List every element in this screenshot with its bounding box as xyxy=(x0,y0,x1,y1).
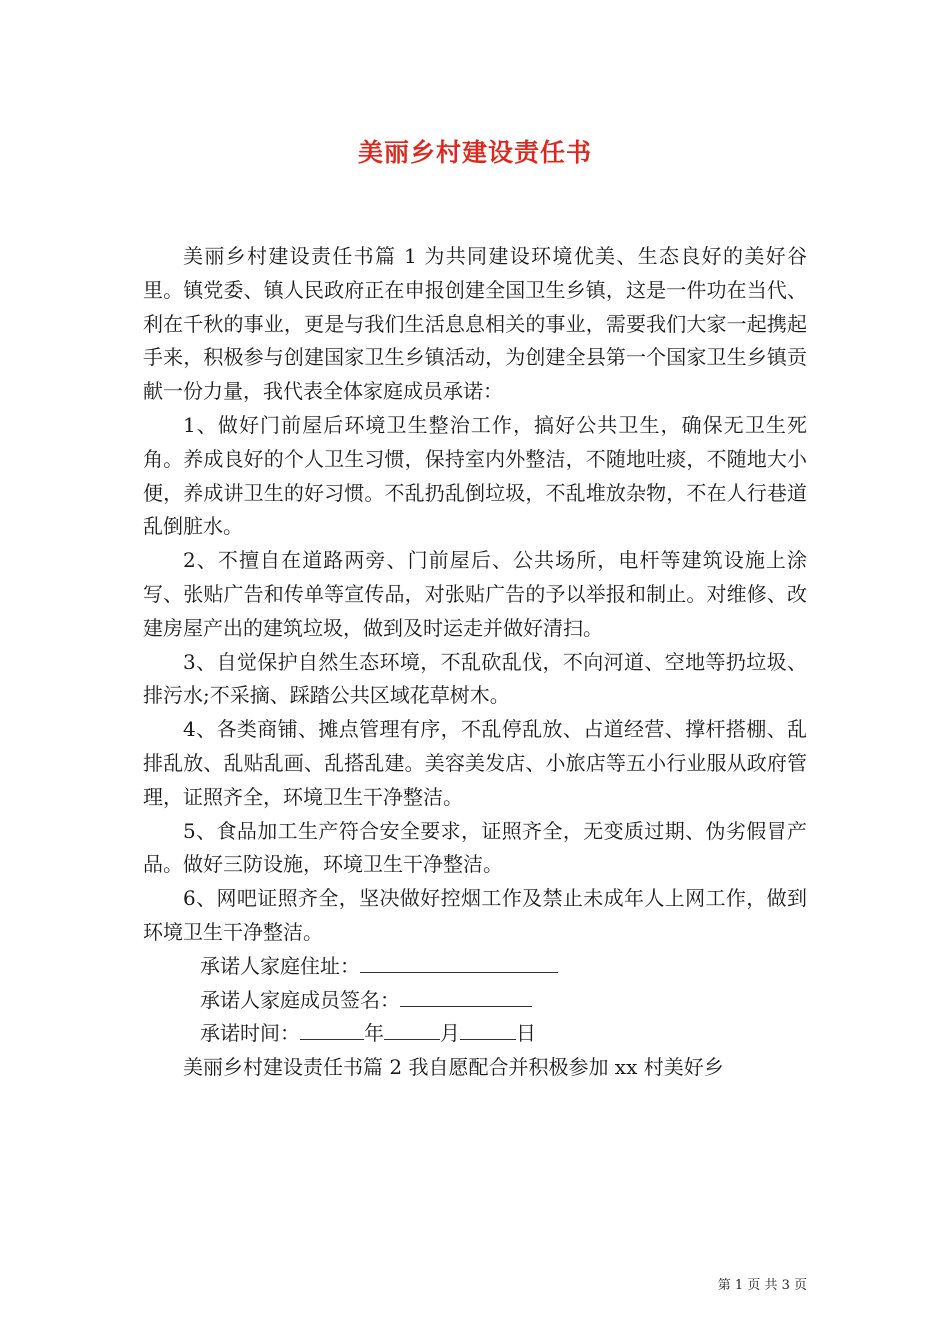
address-label: 承诺人家庭住址： xyxy=(200,953,360,978)
clause-4: 4、各类商铺、摊点管理有序，不乱停乱放、占道经营、撑杆搭棚、乱排乱放、乱贴乱画、乱搭乱建。美容美发店、小旅店等五小行业服从政府管理，证照齐全，环境卫生干净整洁。 xyxy=(143,717,807,809)
day-label: 日 xyxy=(516,1021,536,1046)
time-label: 承诺时间： xyxy=(200,1021,300,1046)
year-label: 年 xyxy=(364,1021,384,1046)
clause-1: 1、做好门前屋后环境卫生整治工作，搞好公共卫生，确保无卫生死角。养成良好的个人卫生习惯，保持室内外整洁，不随地吐痰，不随地大小便，养成讲卫生的好习惯。不乱扔乱倒垃圾，不乱堆放杂物，不在人行巷道乱倒脏水。 xyxy=(143,412,807,539)
page-number: 第 1 页 共 3 页 xyxy=(717,1278,807,1293)
year-blank xyxy=(300,1017,364,1040)
address-line xyxy=(143,950,807,984)
clause-6: 6、网吧证照齐全，坚决做好控烟工作及禁止未成年人上网工作，做到环境卫生干净整洁。 xyxy=(143,886,807,944)
month-label: 月 xyxy=(440,1021,460,1046)
time-line xyxy=(143,1017,807,1051)
second-section-paragraph: 美丽乡村建设责任书篇 2 我自愿配合并积极参加 xx 村美好乡 xyxy=(183,1055,724,1080)
document-title: 美丽乡村建设责任书 xyxy=(357,138,592,167)
day-blank xyxy=(460,1017,516,1040)
address-blank xyxy=(360,950,558,973)
members-label: 承诺人家庭成员签名： xyxy=(200,987,400,1012)
clause-3: 3、自觉保护自然生态环境，不乱砍乱伐，不向河道、空地等扔垃圾、排污水;不采摘、踩踏公共区域花草树木。 xyxy=(143,649,807,708)
clause-2: 2、不擅自在道路两旁、门前屋后、公共场所，电杆等建筑设施上涂写、张贴广告和传单等宣传品，对张贴广告的予以举报和制止。对维修、改建房屋产出的建筑垃圾，做到及时运走并做好清扫。 xyxy=(143,548,807,640)
document-body xyxy=(143,240,807,1085)
members-blank xyxy=(400,984,532,1007)
members-line xyxy=(143,984,807,1018)
clause-5: 5、食品加工生产符合安全要求，证照齐全，无变质过期、伪劣假冒产品。做好三防设施，环境卫生干净整洁。 xyxy=(143,818,807,877)
month-blank xyxy=(384,1017,440,1040)
intro-paragraph: 美丽乡村建设责任书篇 1 为共同建设环境优美、生态良好的美好谷里。镇党委、镇人民政府正在申报创建全国卫生乡镇，这是一件功在当代、利在千秋的事业，更是与我们生活息息相关的事业，需要我们大家一起携起手来，积极参与创建国家卫生乡镇活动，为创建全县第一个国家卫生乡镇贡献一份力量，我代表全体家庭成员承诺： xyxy=(143,244,807,404)
